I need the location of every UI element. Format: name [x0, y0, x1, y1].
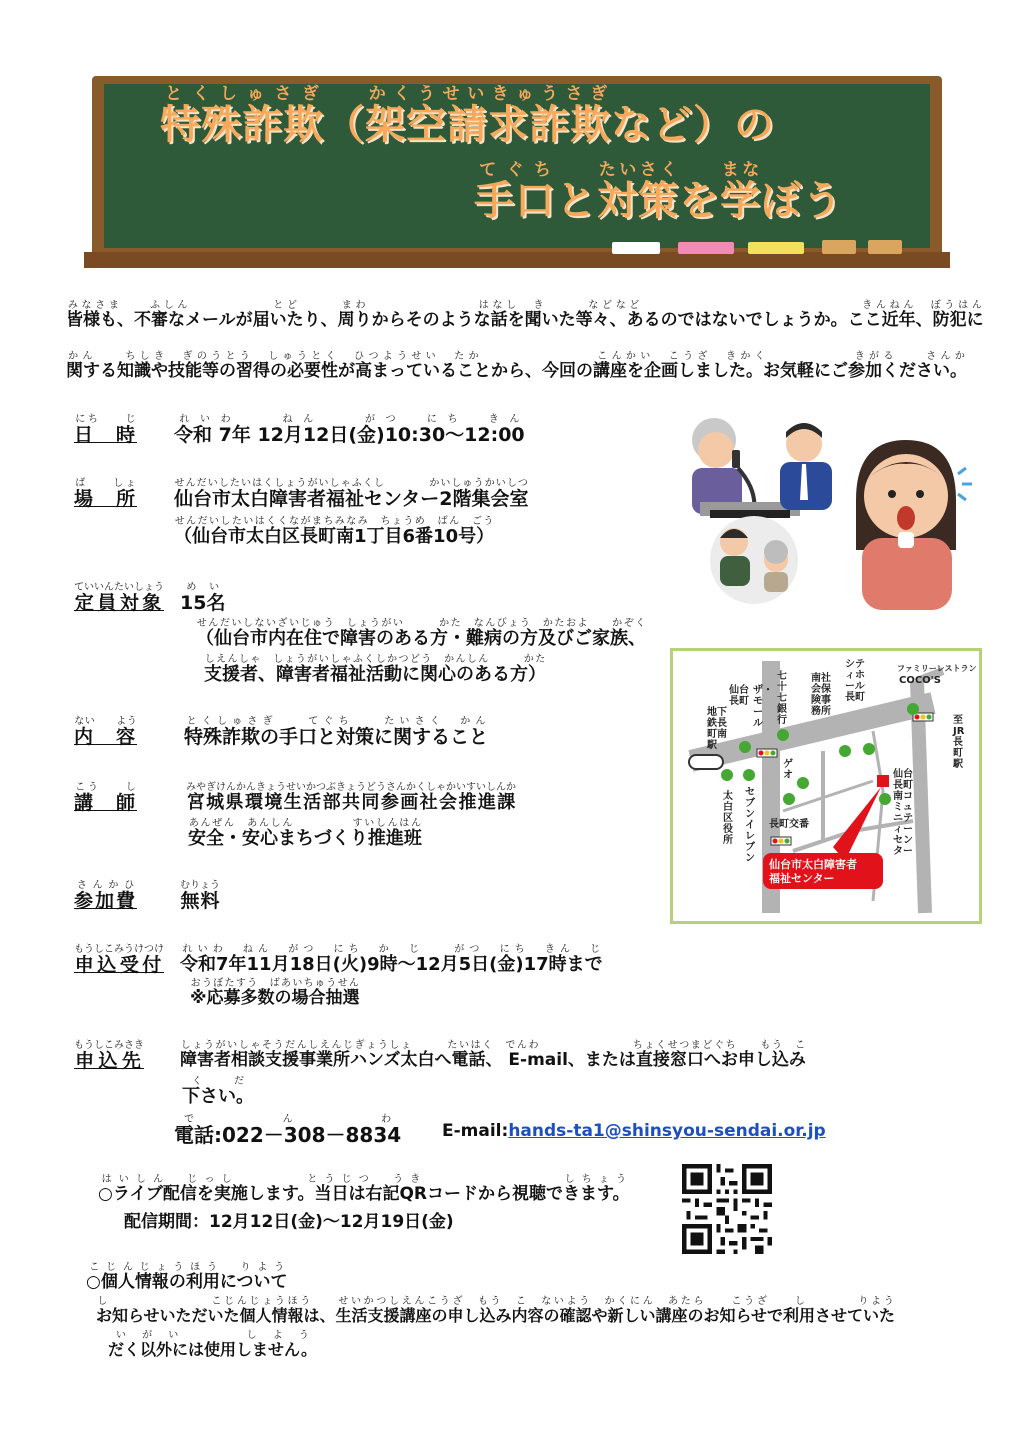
- chalkboard-ledge: [84, 252, 950, 268]
- content-label: 内 容ない よう: [74, 716, 138, 748]
- shocked-woman-icon: [856, 440, 972, 610]
- contact-email-row: [442, 1114, 826, 1148]
- intro-line-2-ruby: かん ちしき ぎのうとう しゅうとく ひつようせい たか こんかい こうざ きかく きがる さんか: [66, 351, 967, 362]
- email-label: E-mail:: [442, 1121, 509, 1141]
- place-value: 仙台市太白障害者福祉センター2階集会室せんだいしたいはくしょうがいしゃふくし かいしゅうかいしつ: [174, 478, 529, 510]
- chalk-pink: [678, 242, 734, 254]
- intro-paragraph: [66, 300, 986, 388]
- map-label-seven: セブンイレブン: [745, 787, 755, 864]
- capacity-target-line1: （仙台市内在住で障害のある方・難病の方及びご家族、せんだいしないざいじゅう しょうがい かた なんびょう かたおよ かぞく: [196, 618, 646, 649]
- place-address: （仙台市太白区長町南1丁目6番10号）せんだいしたいはくくながまちみなみ ちょうめ ばん ごう: [174, 516, 495, 547]
- map-label-77bank: 七十七銀行: [777, 671, 787, 726]
- phone-call-scene-icon: [710, 516, 798, 604]
- application-value: 令和7年11月18日(火)9時～12月5日(金)17時までれいわ ねん がつ にち か じ がつ にち きん じ: [180, 944, 603, 975]
- map-label-target-1: 仙台市太白障害者: [769, 858, 857, 871]
- chalk-white: [612, 242, 660, 254]
- map-label-geo: ゲオ: [783, 759, 793, 781]
- eraser-left: [822, 240, 856, 254]
- map-label-jr: 至JR長町駅: [953, 715, 965, 770]
- fee-label: 参加費さんかひ: [74, 880, 138, 912]
- place-label: 場 所ば しょ: [74, 478, 138, 510]
- date-value: 令和 7年 12月12日(金)10:30～12:00れいわ ねん がつ にち きん: [174, 414, 525, 446]
- capacity-label: 定員対象ていいんたいしょう: [74, 582, 164, 614]
- application-note: ※応募多数の場合抽選おうぼたすう ばあいちゅうせん: [190, 978, 360, 1008]
- intro-line-1-ruby: みなさま ふしん とど まわ はなし き などなど きんねん ぼうはん: [66, 300, 984, 311]
- privacy-title: ○個人情報の利用についてこじんじょうほう りよう: [86, 1262, 288, 1292]
- map-label-target-2: 福祉センター: [769, 872, 835, 885]
- map-label-cityhall: シティホール長町: [845, 659, 865, 703]
- chalk-yellow: [748, 242, 804, 254]
- live-line2: 配信期間：12月12日(金)～12月19日(金): [124, 1212, 454, 1232]
- businessman-icon: [780, 423, 832, 510]
- map-label-cocos-1: ファミリーレストラン: [897, 664, 977, 673]
- capacity-target-line2: 支援者、障害者福祉活動に関心のある方）しえんしゃ しょうがいしゃふくしかつどう かんしん かた: [204, 654, 546, 685]
- intro-line-1: 皆様も、不審なメールが届いたり、周りからそのような話を聞いた等々、あるのではないでしょうか。ここ近年、防犯に: [66, 310, 984, 330]
- contact-phone: 電話:022－308－8834でんわ: [174, 1114, 402, 1147]
- eraser-right: [868, 240, 902, 254]
- map-label-community: 仙台長町南コミュニティーセンター: [893, 769, 913, 857]
- intro-line-2: 関する知識や技能等の習得の必要性が高まっていることから、今回の講座を企画しました。お気軽にご参加ください。: [66, 361, 967, 381]
- elderly-woman-icon: [692, 418, 742, 514]
- qr-code-icon[interactable]: [682, 1164, 772, 1254]
- map-label-police: 長町交番: [769, 819, 809, 830]
- fraud-illustration: [676, 410, 976, 610]
- page-title-line2: 手口てぐちと対策たいさくを学まなぼう: [474, 160, 843, 224]
- application-label: 申込受付もうしこみうけつけ: [74, 944, 164, 976]
- email-link[interactable]: hands-ta1@shinsyou-sendai.or.jp: [508, 1121, 826, 1141]
- map-label-nagamachi: 仙台長町: [729, 685, 749, 707]
- access-map: [670, 648, 982, 924]
- fee-value: 無料むりょう: [180, 880, 220, 912]
- live-line1: ○ライブ配信を実施します。当日は右記QRコードから視聴できます。はいしん じっし とうじつ うき しちょう: [98, 1174, 630, 1204]
- capacity-value: 15名めい: [180, 582, 226, 614]
- map-label-cocos-2: COCO'S: [899, 675, 941, 686]
- contact-value: 障害者相談支援事業所ハンズ太白へ電話、 E-mail、または直接窓口へお申し込みしょうがいしゃそうだんしえんじぎょうしょ たいはく でんわ ちょくせつまどぐち もう こ: [180, 1040, 806, 1070]
- map-label-subway: 地下鉄長町南駅: [707, 707, 727, 751]
- contact-value-2: 下さい。くだ: [182, 1076, 254, 1107]
- contact-label: 申込先もうしこみさき: [74, 1040, 144, 1072]
- map-label-ward: 太白区役所: [723, 791, 733, 846]
- date-label: 日 時にち じ: [74, 414, 138, 446]
- content-value: 特殊詐欺の手口と対策に関することとくしゅさぎ てぐち たいさく かん: [184, 716, 489, 748]
- lecturer-label: 講 師こう し: [74, 782, 138, 814]
- lecturer-team: 安全・安心まちづくり推進班あんぜん あんしん すいしんはん: [188, 818, 422, 849]
- privacy-line2: だく以外には使用しません。いがい しよう: [108, 1330, 317, 1359]
- map-label-mall: ザ・モール: [753, 685, 773, 729]
- page-title-line1: 特殊詐欺とくしゅさぎ（架空請求詐欺かくうせいきゅうさぎなど）の: [160, 84, 775, 148]
- map-label-social: 南社会保険事務所: [811, 673, 831, 717]
- lecturer-value: 宮城県環境生活部共同参画社会推進課みやぎけんかんきょうせいかつぶきょうどうさんかくしゃかいすいしんか: [186, 782, 516, 813]
- privacy-line1: お知らせいただいた個人情報は、生活支援講座の申し込み内容の確認や新しい講座のお知らせで利用させていたし こじんじょうほう せいかつしえんこうざ もう こ ないよう かくにん あたら こうざ し りよう: [96, 1296, 896, 1325]
